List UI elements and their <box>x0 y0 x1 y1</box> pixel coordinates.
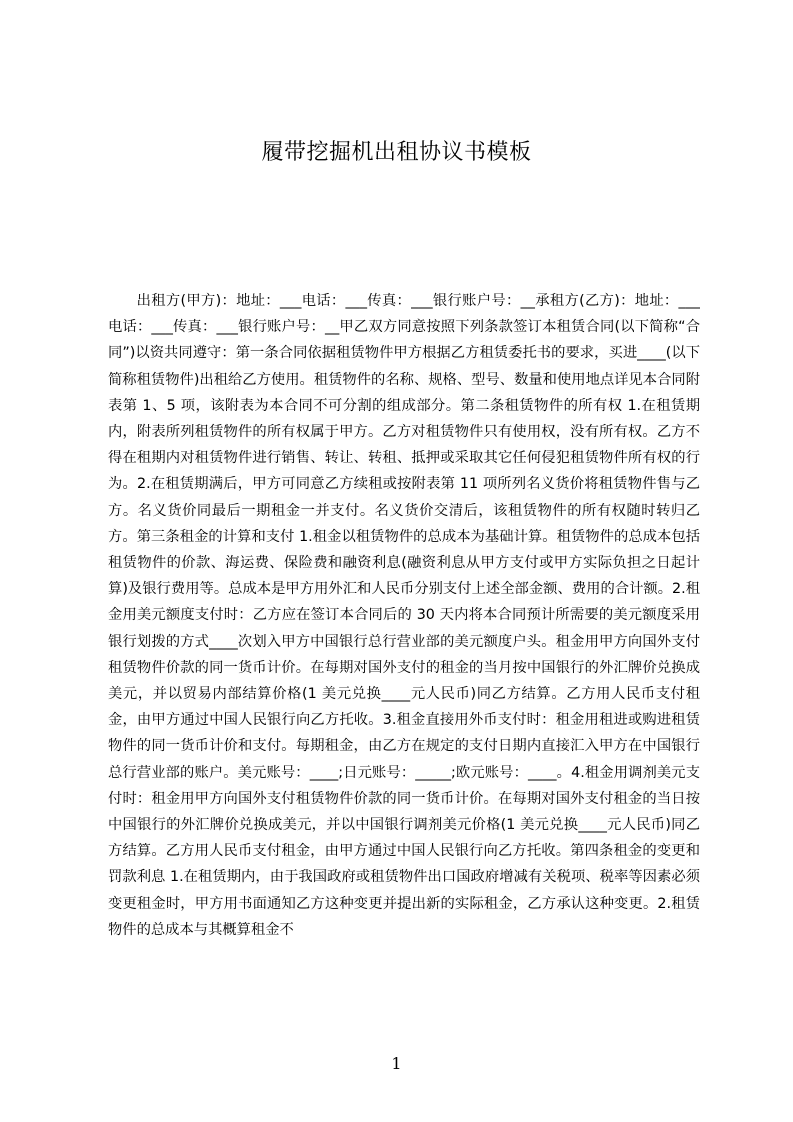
contract-body-text: 出租方(甲方)：地址：___电话：___传真：___银行账户号：__承租方(乙方)：地址：___电话：___传真：___银行账户号：__甲乙双方同意按照下列条款签订本租赁合同(以下简称“合同”)以资共同遵守：第一条合同依据租赁物件甲方根据乙方租赁委托书的要求，买进____(以下简称租赁物件)出租给乙方使用。租赁物件的名称、规格、型号、数量和使用地点详见本合同附表第 1、5 项，该附表为本合同不可分割的组成部分。第二条租赁物件的所有权 1.在租赁期内，附表所列租赁物件的所有权属于甲方。乙方对租赁物件只有使用权，没有所有权。乙方不得在租期内对租赁物件进行销售、转让、转租、抵押或采取其它任何侵犯租赁物件所有权的行为。2.在租赁期满后，甲方可同意乙方续租或按附表第 11 项所列名义货价将租赁物件售与乙方。名义货价同最后一期租金一并支付。名义货价交清后，该租赁物件的所有权随时转归乙方。第三条租金的计算和支付 1.租金以租赁物件的总成本为基础计算。租赁物件的总成本包括租赁物件的价款、海运费、保险费和融资利息(融资利息从甲方支付或甲方实际负担之日起计算)及银行费用等。总成本是甲方用外汇和人民币分别支付上述全部金额、费用的合计额。2.租金用美元额度支付时：乙方应在签订本合同后的 30 天内将本合同预计所需要的美元额度采用银行划拨的方式____次划入甲方中国银行总行营业部的美元额度户头。租金用甲方向国外支付租赁物件价款的同一货币计价。在每期对国外支付的租金的当月按中国银行的外汇牌价兑换成美元，并以贸易内部结算价格(1 美元兑换____元人民币)同乙方结算。乙方用人民币支付租金，由甲方通过中国人民银行向乙方托收。3.租金直接用外币支付时：租金用租进或购进租赁物件的同一货币计价和支付。每期租金，由乙方在规定的支付日期内直接汇入甲方在中国银行总行营业部的账户。美元账号：____;日元账号：_____;欧元账号：____。4.租金用调剂美元支付时：租金用甲方向国外支付租赁物件价款的同一货币计价。在每期对国外支付租金的当日按中国银行的外汇牌价兑换成美元，并以中国银行调剂美元价格(1 美元兑换____元人民币)同乙方结算。乙方用人民币支付租金，由甲方通过中国人民银行向乙方托收。第四条租金的变更和罚款利息 1.在租赁期内，由于我国政府或租赁物件出口国政府增减有关税项、税率等因素必须变更租金时，甲方用书面通知乙方这种变更并提出新的实际租金，乙方承认这种变更。2.租赁物件的总成本与其概算租金不 <box>108 293 700 938</box>
page-number: 1 <box>391 1054 402 1073</box>
document-title: 履带挖掘机出租协议书模板 <box>261 140 532 165</box>
